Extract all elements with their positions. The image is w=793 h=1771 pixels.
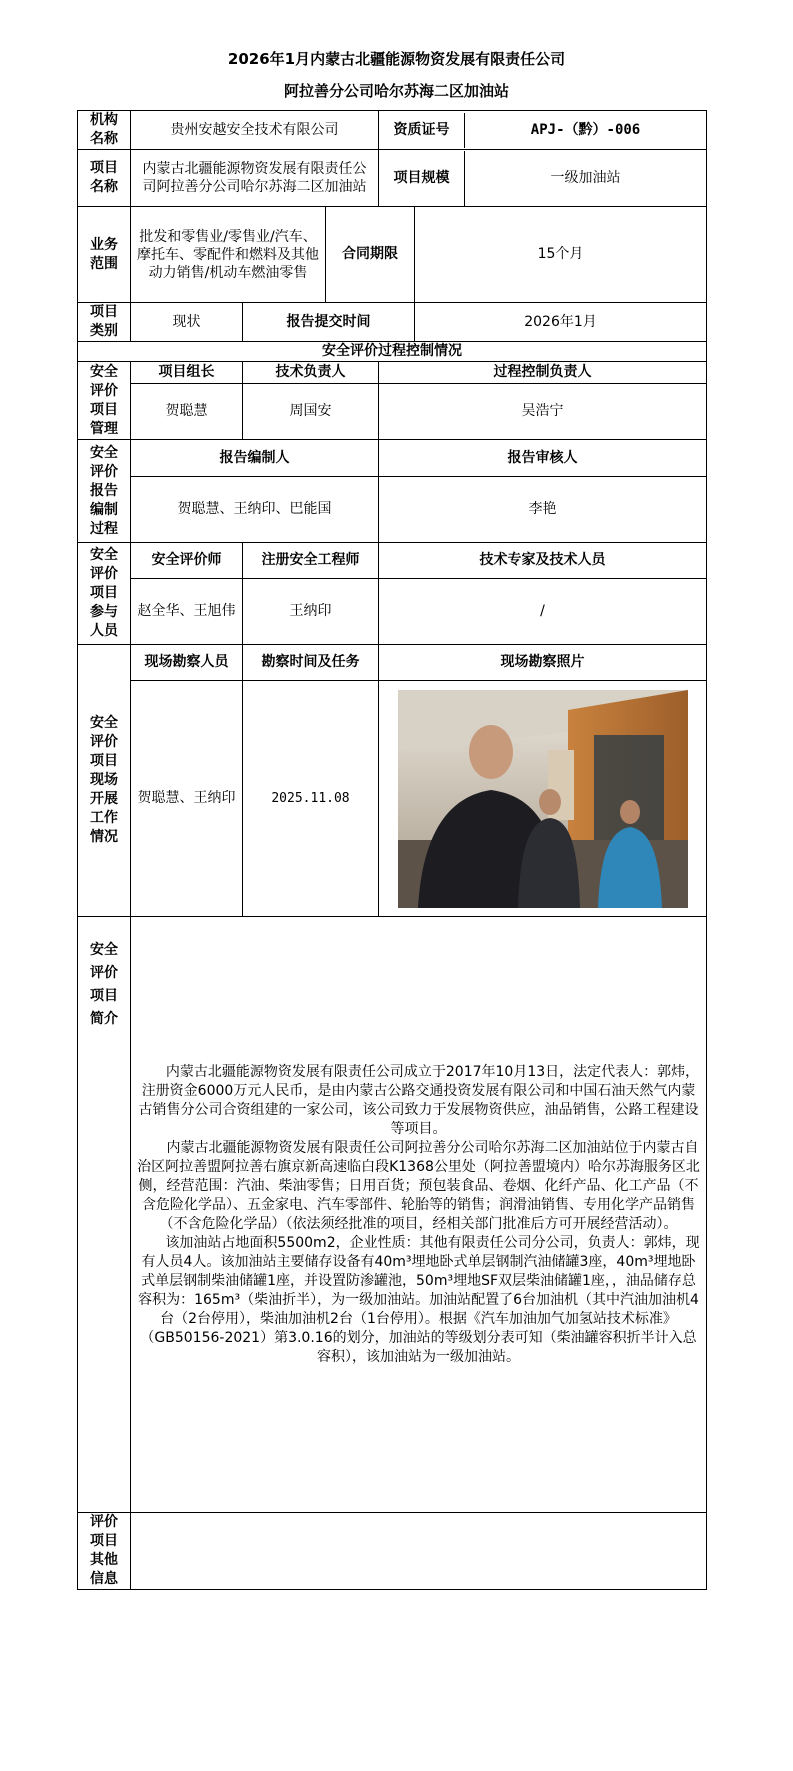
- project-summary-content: [131, 917, 707, 1513]
- surveyor-header: 现场勘察人员: [131, 645, 243, 681]
- report-reviewer-value: 李艳: [379, 477, 707, 543]
- document-title-line1: 2026年1月内蒙古北疆能源物资发展有限责任公司: [227, 50, 566, 68]
- process-section-title: 安全评价过程控制情况: [78, 342, 707, 362]
- other-info-value: [131, 1513, 707, 1590]
- participants-label: 安全评价项目参与人员: [78, 543, 131, 645]
- report-submit-time-value: 2026年1月: [415, 303, 707, 342]
- tech-lead-value: 周国安: [243, 384, 379, 440]
- report-process-label: 安全评价报告编制过程: [78, 440, 131, 543]
- registered-engineer-header: 注册安全工程师: [243, 543, 379, 579]
- evaluation-info-table: [77, 110, 707, 1590]
- summary-paragraph-1: 内蒙古北疆能源物资发展有限责任公司成立于2017年10月13日，法定代表人：郭炜，注册资金6000万元人民币，是由内蒙古公路交通投资发展有限公司和中国石油天然气内蒙古销售分公司合资组建的一家公司，该公司致力于发展物资供应，油品销售，公路工程建设等项目。: [138, 1063, 700, 1137]
- project-leader-value: 贺聪慧: [131, 384, 243, 440]
- report-author-value: 贺聪慧、王纳印、巴能国: [131, 477, 379, 543]
- survey-time-header: 勘察时间及任务: [243, 645, 379, 681]
- document-title-line2: 阿拉善分公司哈尔苏海二区加油站: [283, 82, 509, 100]
- org-name-value: 贵州安越安全技术有限公司: [131, 111, 379, 150]
- surveyor-value: 贺聪慧、王纳印: [131, 681, 243, 917]
- summary-paragraph-3: 该加油站占地面积5500m2，企业性质：其他有限责任公司分公司，负责人：郭炜，现有人员4人。该加油站主要储存设备有40m³埋地卧式单层钢制汽油储罐3座，40m³埋地卧式单层钢制柴油储罐1座，并设置防渗罐池，50m³埋地SF双层柴油储罐1座，，油品储存总容积为：165m³（柴油折半），为一级加油站。加油站配置了6台加油机（其中汽油加油机4台（2台停用），柴油加油机2台（1台停用）。根据《汽车加油加气加氢站技术标准》（GB50156-2021）第3.0.16的划分，加油站的等级划分表可知（柴油罐容积折半计入总容积），该加油站为一级加油站。: [138, 1234, 700, 1365]
- process-control-header: 过程控制负责人: [379, 362, 707, 384]
- site-photo-header: 现场勘察照片: [379, 645, 707, 681]
- registered-engineer-value: 王纳印: [243, 579, 379, 645]
- report-reviewer-header: 报告审核人: [379, 440, 707, 477]
- other-info-label: 评价项目其他信息: [78, 1513, 131, 1590]
- project-name-value: 内蒙古北疆能源物资发展有限责任公司阿拉善分公司哈尔苏海二区加油站: [131, 150, 379, 207]
- summary-paragraph-2: 内蒙古北疆能源物资发展有限责任公司阿拉善分公司哈尔苏海二区加油站位于内蒙古自治区阿拉善盟阿拉善右旗京新高速临白段K1368公里处（阿拉善盟境内）哈尔苏海服务区北侧，经营范围：汽油、柴油零售；日用百货；预包装食品、卷烟、化纤产品、化工产品（不含危险化学品）、五金家电、汽车零部件、轮胎等的销售；润滑油销售、专用化学产品销售（不含危险化学品）（依法须经批准的项目，经相关部门批准后方可开展经营活动）。: [137, 1139, 700, 1232]
- cert-number-label: 资质证号: [379, 113, 465, 148]
- project-type-label: 项目类别: [78, 303, 131, 342]
- survey-time-value: 2025.11.08: [243, 681, 379, 917]
- tech-expert-header: 技术专家及技术人员: [379, 543, 707, 579]
- contract-period-value: 15个月: [415, 207, 707, 303]
- project-type-value: 现状: [131, 303, 243, 342]
- project-leader-header: 项目组长: [131, 362, 243, 384]
- report-submit-time-label: 报告提交时间: [243, 303, 415, 342]
- tech-expert-value: /: [379, 579, 707, 645]
- process-control-value: 吴浩宁: [379, 384, 707, 440]
- assessor-value: 赵全华、王旭伟: [131, 579, 243, 645]
- project-name-label: 项目名称: [78, 150, 131, 207]
- org-name-label: 机构名称: [78, 111, 131, 150]
- business-scope-label: 业务范围: [78, 207, 131, 303]
- project-summary-label: 安全评价项目简介: [78, 917, 131, 1513]
- tech-lead-header: 技术负责人: [243, 362, 379, 384]
- business-scope-value: 批发和零售业/零售业/汽车、摩托车、零配件和燃料及其他动力销售/机动车燃油零售: [131, 207, 326, 303]
- site-survey-photo: [398, 690, 688, 908]
- project-management-label: 安全评价项目管理: [78, 362, 131, 440]
- assessor-header: 安全评价师: [131, 543, 243, 579]
- project-scale-value: 一级加油站: [550, 169, 621, 186]
- site-work-label: 安全评价项目现场开展工作情况: [78, 645, 131, 917]
- project-scale-label: 项目规模: [379, 151, 465, 206]
- report-author-header: 报告编制人: [131, 440, 379, 477]
- cert-number-value: APJ-（黔）-006: [530, 121, 641, 138]
- contract-period-label: 合同期限: [326, 207, 415, 303]
